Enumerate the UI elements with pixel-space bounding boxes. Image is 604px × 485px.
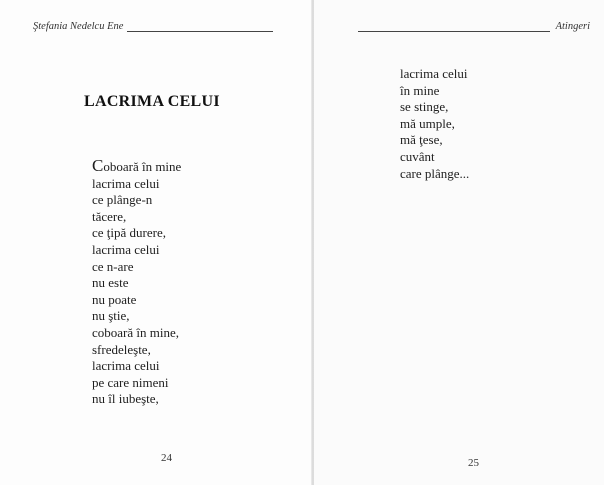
page-number-left: 24	[161, 452, 172, 464]
verse-line: mă ţese,	[400, 132, 443, 148]
verse-line: care plânge...	[400, 165, 470, 181]
verse-line: lacrima celui	[92, 241, 160, 257]
verse-line: mă umple,	[400, 115, 455, 131]
verse-line: ce n-are	[92, 258, 134, 274]
verse-line: lacrima celui	[92, 358, 160, 374]
poem-verse-right	[400, 66, 469, 182]
verse-line: nu este	[92, 275, 129, 291]
right-running-head	[358, 21, 590, 32]
verse-line: lacrima celui	[92, 175, 160, 191]
verse-line: pe care nimeni	[92, 374, 169, 390]
verse-line: în mine	[400, 82, 440, 98]
poem-title: LACRIMA CELUI	[84, 93, 220, 110]
drop-cap: C	[92, 156, 104, 175]
verse-line: coboară în mine,	[92, 324, 179, 340]
verse-line: nu îl iubeşte,	[92, 391, 159, 407]
verse-line: nu ştie,	[92, 308, 130, 324]
verse-line-first	[92, 158, 181, 176]
page-number-right: 25	[468, 457, 479, 469]
verse-line: nu poate	[92, 291, 137, 307]
verse-line: sfredeleşte,	[92, 341, 151, 357]
right-page	[314, 0, 604, 485]
header-rule	[358, 22, 550, 32]
verse-line: lacrima celui	[400, 66, 468, 81]
author-name: Ştefania Nedelcu Ene	[33, 21, 124, 32]
book-title: Atingeri	[555, 21, 590, 32]
verse-line: cuvânt	[400, 148, 435, 164]
first-line-text: oboară în mine	[103, 159, 182, 174]
left-running-head	[33, 21, 273, 32]
verse-line: se stinge,	[400, 99, 449, 115]
verse-line: ce ţipă durere,	[92, 225, 166, 241]
verse-line: ce plânge-n	[92, 192, 153, 208]
poem-verse-left	[92, 158, 181, 408]
header-rule	[127, 22, 273, 32]
verse-line: tăcere,	[92, 208, 127, 224]
